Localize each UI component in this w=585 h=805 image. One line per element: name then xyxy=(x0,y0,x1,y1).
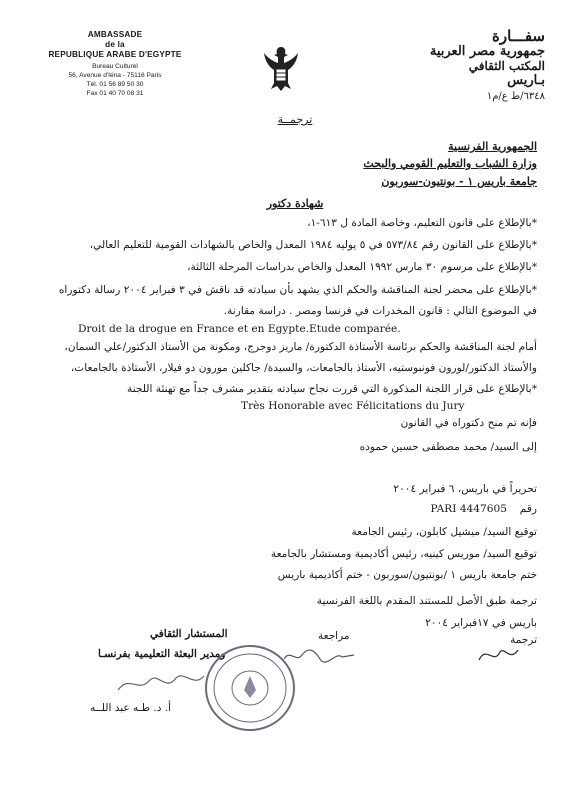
reference-number: ٦٣٤٨/ط ع/م١ xyxy=(486,91,545,102)
number-value: PARI 4447605 xyxy=(430,503,507,515)
embassy-ar-line: سفـــارة xyxy=(491,27,545,45)
thesis-title-french: Droit de la drogue en France et en Egypte.Etude comparée. xyxy=(78,323,401,335)
signature-line: توقيع السيد/ ميشيل كابلون، رئيس الجامعة xyxy=(351,526,537,538)
body-paragraph: في الموضوع التالي : قانون المخدرات في فرنسا ومصر . دراسة مقارنة. xyxy=(223,305,537,317)
body-paragraph: *بالإطلاع على مرسوم ٣٠ مارس ١٩٩٢ المعدل والخاص بدراسات المرحلة الثالثة، xyxy=(187,261,537,273)
body-paragraph: *بالإطلاع على القانون رقم ٥٧٣/٨٤ في ٥ يوليه ١٩٨٤ المعدل والخاص بالشهادات القومية للتعليم العالي، xyxy=(89,239,537,251)
body-paragraph: فإنه تم منح دكتوراه في القانون xyxy=(400,417,537,429)
mention-french: Très Honorable avec Félicitations du Jury xyxy=(241,400,465,412)
french-letterhead xyxy=(30,30,200,98)
body-paragraph: *بالإطلاع على محضر لجنة المناقشة والحكم الذي يشهد بأن سيادته قد ناقش في ٣ فبراير ٢٠٠٤ رسالة دكتوراه xyxy=(58,284,537,296)
city-ar-line: بـاريس xyxy=(507,73,545,88)
number-label: رقم xyxy=(519,503,537,515)
translation-note: ترجمة طبق الأصل للمستند المقدم باللغة الفرنسية xyxy=(316,595,537,607)
embassy-line: de la xyxy=(105,40,125,49)
arabic-letterhead xyxy=(345,28,545,102)
body-paragraph: أمام لجنة المناقشة والحكم برئاسة الأستاذة الدكتورة/ ماريز دوجرج، ومكونة من الأستاذ الدكتور/علي السمان، xyxy=(64,341,537,353)
phone-line: Tél. 01 56 89 50 30 xyxy=(86,81,144,88)
university-line: جامعة باريس ١ - بونتيون-سوربون xyxy=(381,175,537,188)
body-paragraph: والأستاذ الدكتور/لورون فونبوستيه، الأستاذ بالجامعات، والسيدة/ جاكلين مورون دو فيلار، الأستاذة بالجامعات، xyxy=(70,362,537,374)
body-paragraph: *بالإطلاع على قانون التعليم، وخاصة المادة ل ٦١٣-١، xyxy=(307,217,537,229)
republic-line: الجمهورية الفرنسية xyxy=(448,140,537,153)
document-title: ترجمــة xyxy=(277,113,313,126)
embassy-stamp-icon xyxy=(200,640,300,735)
eagle-emblem-icon xyxy=(262,45,300,93)
attache-subtitle: ومدير البعثة التعليمية بفرنسـا xyxy=(98,648,226,660)
fax-line: Fax 01 40 70 08 31 xyxy=(86,90,144,97)
attache-title: المستشار الثقافي xyxy=(150,628,228,640)
signature-line: توقيع السيد/ موريس كينيه، رئيس أكاديمية ومستشار بالجامعة xyxy=(270,548,537,560)
country-ar-line: جمهورية مصر العربية xyxy=(429,44,545,59)
recipient-line: إلى السيد/ محمد مصطفى حسين حموده xyxy=(359,441,537,453)
bureau-line: Bureau Culturel xyxy=(92,63,138,70)
issue-date: تحريراً في باريس، ٦ فبراير ٢٠٠٤ xyxy=(393,483,537,495)
embassy-line: AMBASSADE xyxy=(87,30,143,39)
translation-label: ترجمة xyxy=(510,634,537,646)
seal-line: ختم جامعة باريس ١ /بونتيون/سوربون - ختم أكاديمية باريس xyxy=(277,569,537,581)
ministry-line: وزارة الشباب والتعليم القومي والبحث xyxy=(363,157,537,170)
certificate-title: شهادة دكتور xyxy=(266,197,324,210)
office-ar-line: المكتب الثقافي xyxy=(468,59,545,73)
translator-signature-icon xyxy=(474,640,524,670)
attache-signature-icon xyxy=(110,668,210,698)
review-label: مراجعة xyxy=(318,630,350,642)
body-paragraph: *بالإطلاع على قرار اللجنة المذكورة التي قررت نجاح سيادته بتقدير مشرف جداً مع تهنئة اللجنة xyxy=(127,383,537,395)
translation-date: باريس في ١٧فبراير ٢٠٠٤ xyxy=(425,617,537,629)
embassy-line: REPUBLIQUE ARABE D'EGYPTE xyxy=(48,50,182,59)
address-line: 56, Avenue d'Iéna - 75116 Paris xyxy=(68,72,162,79)
attache-name: أ. د. طـه عبد اللــه xyxy=(90,702,172,714)
